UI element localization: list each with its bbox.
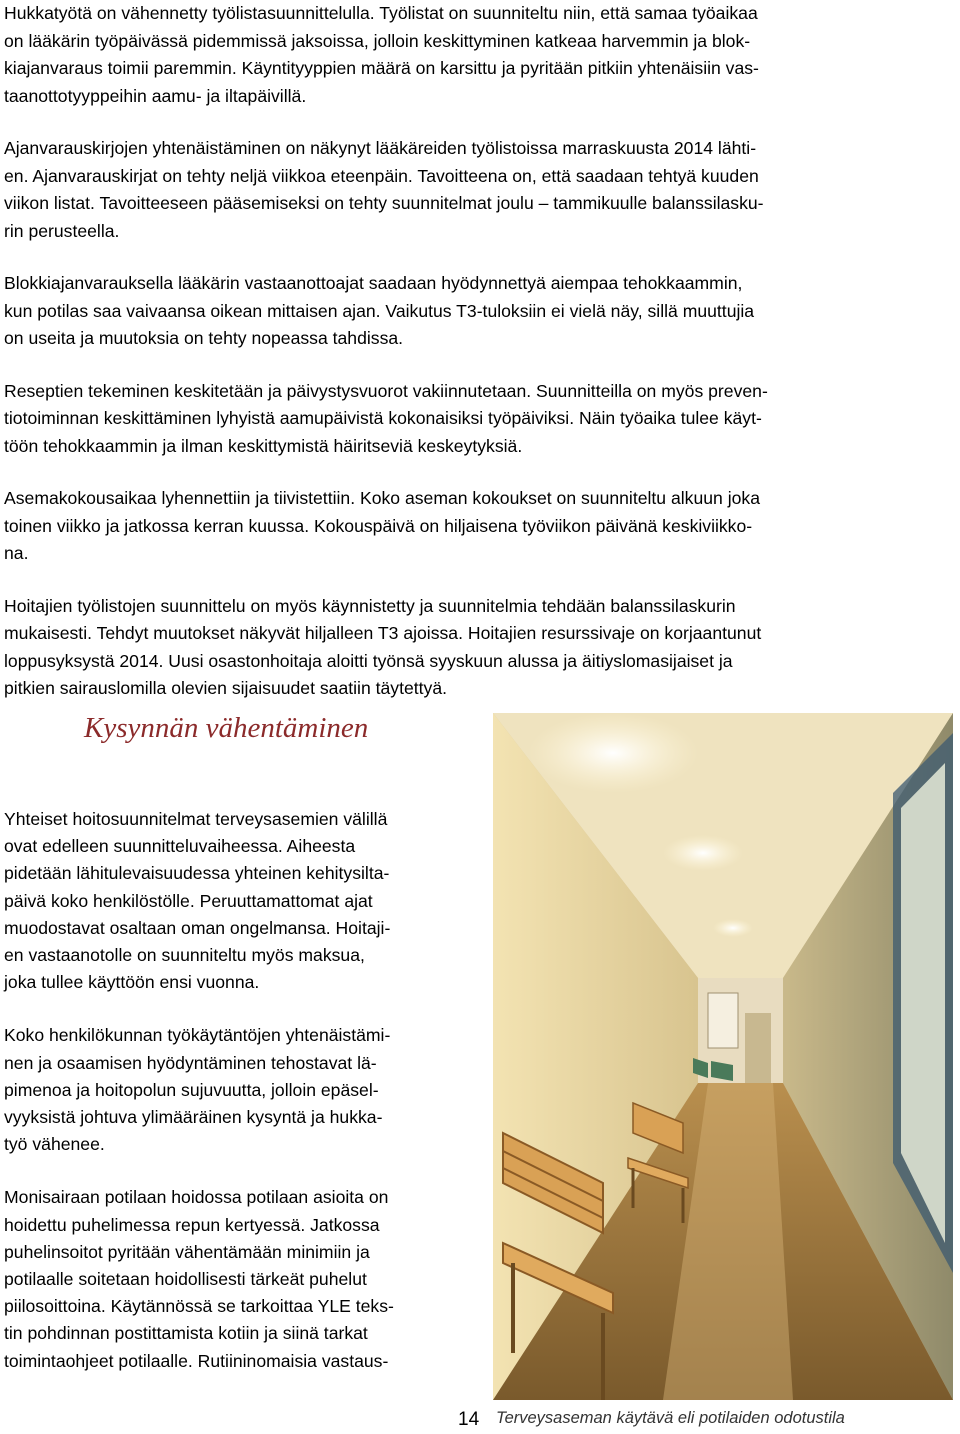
text-line: rin perusteella. (4, 220, 120, 241)
text-line: potilaalle soitetaan hoidollisesti tärkeät puhelut (4, 1269, 367, 1290)
ceiling-light (713, 919, 753, 937)
paragraph (4, 806, 484, 996)
text-line: en vastaanotolle on suunniteltu myös maksua, (4, 945, 365, 966)
text-line: joka tullee käyttöön ensi vuonna. (4, 972, 260, 993)
paragraph (4, 1022, 484, 1158)
text-line: mukaisesti. Tehdyt muutokset näkyvät hiljalleen T3 ajoissa. Hoitajien resurssivaje on korjaantunut (4, 623, 762, 643)
paragraph (4, 593, 948, 703)
photo-caption: Terveysaseman käytävä eli potilaiden odotustila (496, 1409, 845, 1427)
paragraph (4, 1184, 484, 1374)
text-line: na. (4, 543, 29, 563)
text-line: taanottotyyppeihin aamu- ja iltapäivillä. (4, 85, 307, 106)
text-line: ovat edelleen suunnitteluvaiheessa. Aiheesta (4, 836, 356, 857)
text-line: Asemakokousaikaa lyhennettiin ja tiivistettiin. Koko aseman kokoukset on suunniteltu alkuun joka (4, 488, 760, 508)
text-line: toimintaohjeet potilaalle. Rutiininomaisia vastaus- (4, 1350, 389, 1371)
text-line: pitkien sairauslomilla olevien sijaisuudet saatiin täytettyä. (4, 678, 448, 698)
text-line: vyyksistä johtuva ylimääräinen kysyntä ja hukka- (4, 1107, 383, 1128)
text-line: Blokkiajanvarauksella lääkärin vastaanottoajat saadaan hyödynnettyä aiempaa tehokkaammin, (4, 273, 743, 293)
text-line: loppusyksystä 2014. Uusi osastonhoitaja aloitti työnsä syyskuun alussa ja äitiyslomasijaiset ja (4, 650, 733, 671)
left-column-text (4, 806, 484, 1401)
section-heading: Kysynnän vähentäminen (84, 712, 369, 744)
text-line: päivä koko henkilöstölle. Peruuttamattomat ajat (4, 890, 373, 911)
text-line: hoidettu puhelimessa repun kertyessä. Jatkossa (4, 1214, 380, 1235)
text-line: nen ja osaamisen hyödyntäminen tehostavat lä- (4, 1052, 377, 1073)
text-line: Koko henkilökunnan työkäytäntöjen yhtenäistämi- (4, 1025, 391, 1046)
page-number: 14 (458, 1409, 480, 1430)
top-body-text (4, 0, 948, 728)
text-line: pidetään lähitulevaisuudessa yhteinen kehitysilta- (4, 863, 390, 884)
paragraph (4, 378, 948, 461)
ceiling-light (663, 835, 743, 871)
text-line: toinen viikko ja jatkossa kerran kuussa. Kokouspäivä on hiljaisena työviikon päivänä keskiviikko- (4, 515, 753, 536)
text-line: en. Ajanvarauskirjat on tehty neljä viikkoa eteenpäin. Tavoitteena on, että saadaan tehtyä kuuden (4, 165, 759, 186)
text-line: tin pohdinnan postittamista kotiin ja siinä tarkat (4, 1323, 368, 1344)
text-line: Ajanvarauskirjojen yhtenäistäminen on näkynyt lääkäreiden työlistoissa marraskuusta 2014 lähti- (4, 138, 757, 158)
text-line: Yhteiset hoitosuunnitelmat terveysasemien välillä (4, 809, 388, 829)
text-line: on useita ja muutoksia on tehty nopeassa tahdissa. (4, 328, 404, 348)
text-line: piilosoittoina. Käytännössä se tarkoittaa YLE teks- (4, 1296, 394, 1317)
paragraph (4, 485, 948, 568)
text-line: kiajanvaraus toimii paremmin. Käyntityyppien määrä on karsittu ja pyritään pitkiin yhtenäisiin vas- (4, 58, 759, 78)
text-line: Hukkatyötä on vähennetty työlistasuunnittelulla. Työlistat on suunniteltu niin, että samaa työaikaa (4, 3, 758, 23)
notice-board (708, 993, 738, 1048)
text-line: pimenoa ja hoitopolun sujuvuutta, jolloin epäsel- (4, 1079, 379, 1100)
corridor-illustration (493, 713, 953, 1400)
text-line: muodostavat osaltaan oman ongelmansa. Hoitaji- (4, 917, 391, 938)
text-line: kun potilas saa vaivaansa oikean mittaisen ajan. Vaikutus T3-tuloksiin ei vielä näy, sillä muuttujia (4, 300, 755, 321)
text-line: töön tehokkaammin ja ilman keskittymistä häiritseviä keskeytyksiä. (4, 435, 523, 456)
text-line: viikon listat. Tavoitteeseen pääsemiseksi on tehty suunnitelmat joulu – tammikuulle balanssilasku- (4, 193, 764, 213)
text-line: Reseptien tekeminen keskitetään ja päivystysvuorot vakiinnutetaan. Suunnitteilla on myös preven- (4, 380, 768, 401)
text-line: puhelinsoitot pyritään vähentämään minimiin ja (4, 1241, 370, 1262)
far-door (745, 1013, 771, 1083)
text-line: tiotoiminnan keskittäminen lyhyistä aamupäivistä kokonaisiksi työpäiviksi. Näin työaika tulee käyt- (4, 408, 762, 428)
paragraph (4, 135, 948, 245)
text-line: Monisairaan potilaan hoidossa potilaan asioita on (4, 1187, 389, 1208)
text-line: työ vähenee. (4, 1134, 105, 1155)
paragraph (4, 270, 948, 353)
ceiling-light (528, 713, 698, 793)
corridor-photo (493, 713, 953, 1400)
text-line: on lääkärin työpäivässä pidemmissä jaksoissa, jolloin keskittyminen katkeaa harvemmin ja blok- (4, 30, 751, 51)
paragraph (4, 0, 948, 110)
text-line: Hoitajien työlistojen suunnittelu on myös käynnistetty ja suunnitelmia tehdään balanssilaskurin (4, 595, 736, 616)
